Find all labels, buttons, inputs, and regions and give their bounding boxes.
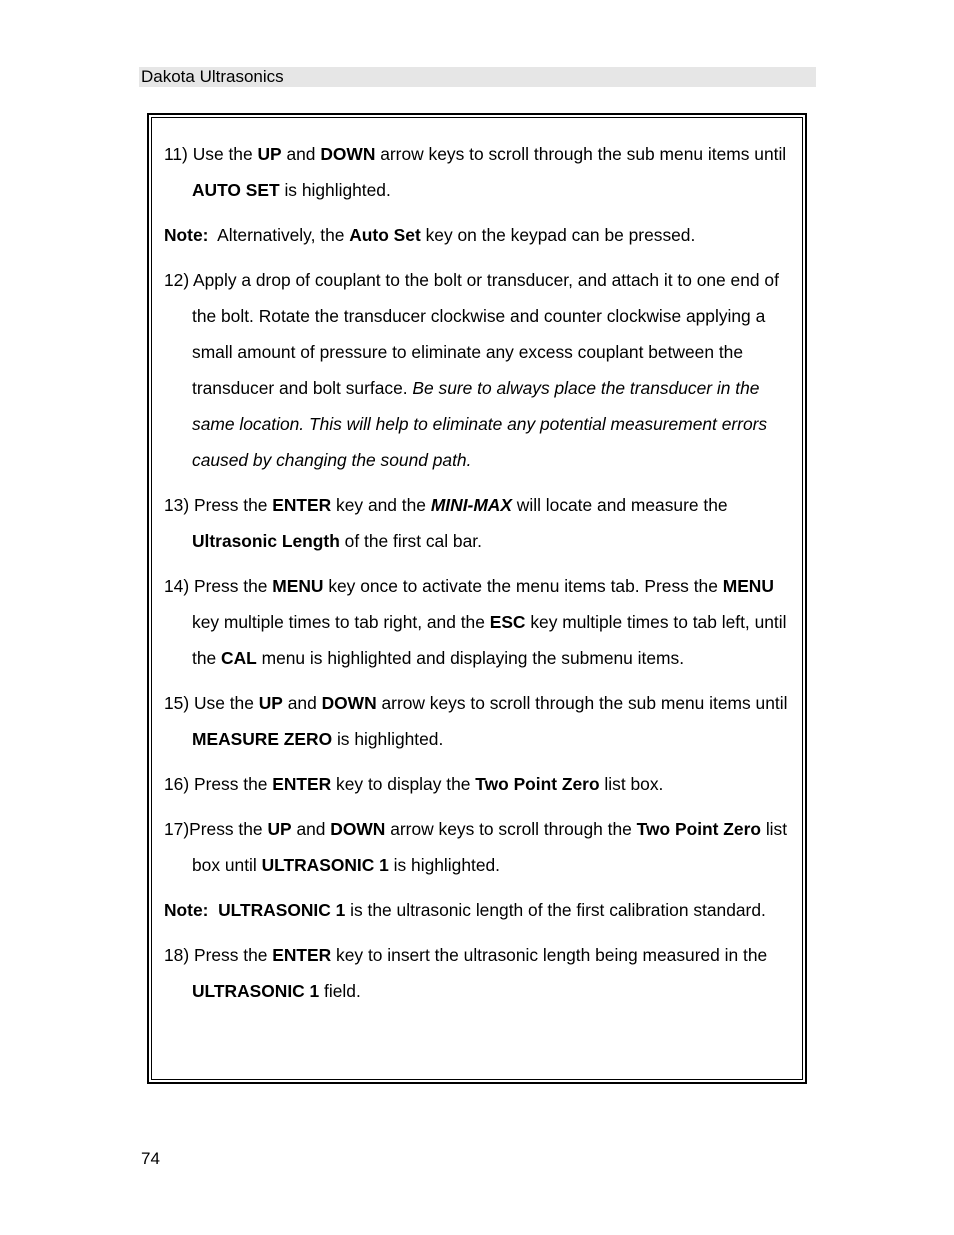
- page-number: 74: [141, 1149, 160, 1168]
- procedure-steps: [164, 136, 794, 1009]
- step-11: 11) Use the UP and DOWN arrow keys to scroll through the sub menu items until AUTO SET is highlighted.: [164, 144, 787, 200]
- note-auto-set: Note: Alternatively, the Auto Set key on the keypad can be pressed.: [164, 225, 696, 245]
- step-18: 18) Press the ENTER key to insert the ultrasonic length being measured in the ULTRASONIC 1 field.: [164, 945, 768, 1001]
- note-ultrasonic-1: Note: ULTRASONIC 1 is the ultrasonic length of the first calibration standard.: [164, 900, 766, 920]
- step-16: 16) Press the ENTER key to display the Two Point Zero list box.: [164, 774, 664, 794]
- running-header: [139, 67, 816, 87]
- header-title: Dakota Ultrasonics: [141, 67, 284, 86]
- step-15: 15) Use the UP and DOWN arrow keys to scroll through the sub menu items until MEASURE ZERO is highlighted.: [164, 693, 788, 749]
- step-17: 17)Press the UP and DOWN arrow keys to scroll through the Two Point Zero list box until ULTRASONIC 1 is highlighted.: [164, 819, 788, 875]
- step-13: 13) Press the ENTER key and the MINI-MAX will locate and measure the Ultrasonic Length of the first cal bar.: [164, 495, 728, 551]
- step-12: 12) Apply a drop of couplant to the bolt or transducer, and attach it to one end of the bolt. Rotate the transducer clockwise and counter clockwise applying a small amount of pressure to eliminate any excess couplant between the transducer and bolt surface. Be sure to always place the transducer in the same location. This will help to eliminate any potential measurement errors caused by changing the sound path.: [164, 270, 779, 470]
- step-14: 14) Press the MENU key once to activate the menu items tab. Press the MENU key multiple times to tab right, and the ESC key multiple times to tab left, until the CAL menu is highlighted and displaying the submenu items.: [164, 576, 787, 668]
